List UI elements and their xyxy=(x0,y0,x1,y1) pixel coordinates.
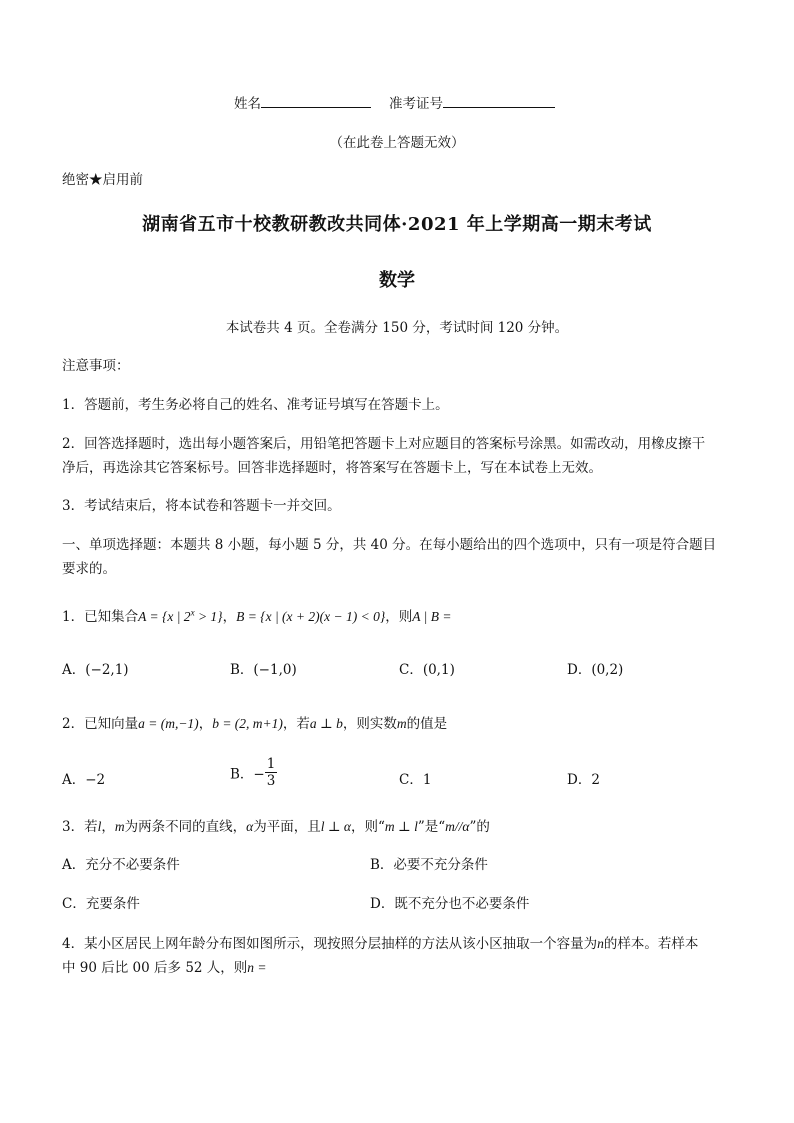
set-b: B = {x | (x + 2)(x − 1) < 0} xyxy=(236,609,386,624)
name-field xyxy=(234,92,371,112)
q1-option-c: C．(0,1) xyxy=(399,662,455,678)
perpendicular-expr: a ⊥ b xyxy=(309,716,343,731)
q3-option-d: D．既不充分也不必要条件 xyxy=(370,896,530,912)
q1-option-a: A．(−2,1) xyxy=(62,662,129,678)
q2-option-b: B．− $\frac{1}{3}$ xyxy=(230,756,276,789)
note-item: 2．回答选择题时，选出每小题答案后，用铅笔把答题卡上对应题目的答案标号涂黑。如需改动，用橡皮擦干 xyxy=(62,436,706,452)
q1-option-d: D．(0,2) xyxy=(567,662,624,678)
exam-title: 湖南省五市十校教研教改共同体·2021 年上学期高一期末考试 xyxy=(142,214,652,235)
q3-option-a: A．充分不必要条件 xyxy=(62,857,180,873)
exam-info: 本试卷共 4 页。全卷满分 150 分，考试时间 120 分钟。 xyxy=(225,320,569,336)
exam-id-label: 准考证号 xyxy=(389,96,443,112)
vector-b: b = (2, m+1) xyxy=(212,716,283,731)
intersection-expr: A | B = xyxy=(412,609,452,624)
exam-id-blank xyxy=(443,107,555,108)
notes-heading: 注意事项： xyxy=(62,358,130,374)
exam-id-field xyxy=(389,92,555,112)
note-item: 净后，再选涂其它答案标号。回答非选择题时，将答案写在答题卡上，写在本试卷上无效。 xyxy=(62,460,602,476)
fraction: $\frac{1}{3}$ xyxy=(266,756,276,789)
section-heading: 一、单项选择题：本题共 8 小题，每小题 5 分，共 40 分。在每小题给出的四个选项中，只有一项是符合题目 xyxy=(62,537,717,553)
q2-option-a: A．−2 xyxy=(62,772,106,788)
q2-option-d: D．2 xyxy=(567,772,600,788)
question-4: 4．某小区居民上网年龄分布图如图所示，现按照分层抽样的方法从该小区抽取一个容量为n的样本。若样本 xyxy=(62,936,699,952)
section-heading-cont: 要求的。 xyxy=(62,561,116,577)
set-a: A = {x | $2^x > 1$} xyxy=(138,607,223,624)
q1-option-b: B．(−1,0) xyxy=(230,662,297,678)
question-3: 3．若l，m为两条不同的直线，α为平面，且l ⊥ α，则“m ⊥ l”是“m//α”的 xyxy=(62,819,490,835)
q3-option-c: C．充要条件 xyxy=(62,896,140,912)
name-label: 姓名 xyxy=(234,96,261,112)
q3-option-b: B．必要不充分条件 xyxy=(370,857,488,873)
q2-option-c: C．1 xyxy=(399,772,432,788)
question-2: 2．已知向量a = (m,−1)，b = (2, m+1)，若a ⊥ b，则实数m的值是 xyxy=(62,716,448,732)
question-1: 1．已知集合A = {x | $2^x > 1$}，B = {x | (x + 2)(x − 1) < 0}，则A | B = xyxy=(62,607,452,625)
secret-mark: 绝密★启用前 xyxy=(62,172,143,188)
note-item: 1．答题前，考生务必将自己的姓名、准考证号填写在答题卡上。 xyxy=(62,397,449,413)
invalid-notice: （在此卷上答题无效） xyxy=(329,135,465,151)
name-blank xyxy=(261,107,371,108)
subject-title: 数学 xyxy=(379,270,415,291)
vector-a: a = (m,−1) xyxy=(138,716,199,731)
question-4-cont: 中 90 后比 00 后多 52 人，则n = xyxy=(62,960,267,976)
note-item: 3．考试结束后，将本试卷和答题卡一并交回。 xyxy=(62,498,341,514)
